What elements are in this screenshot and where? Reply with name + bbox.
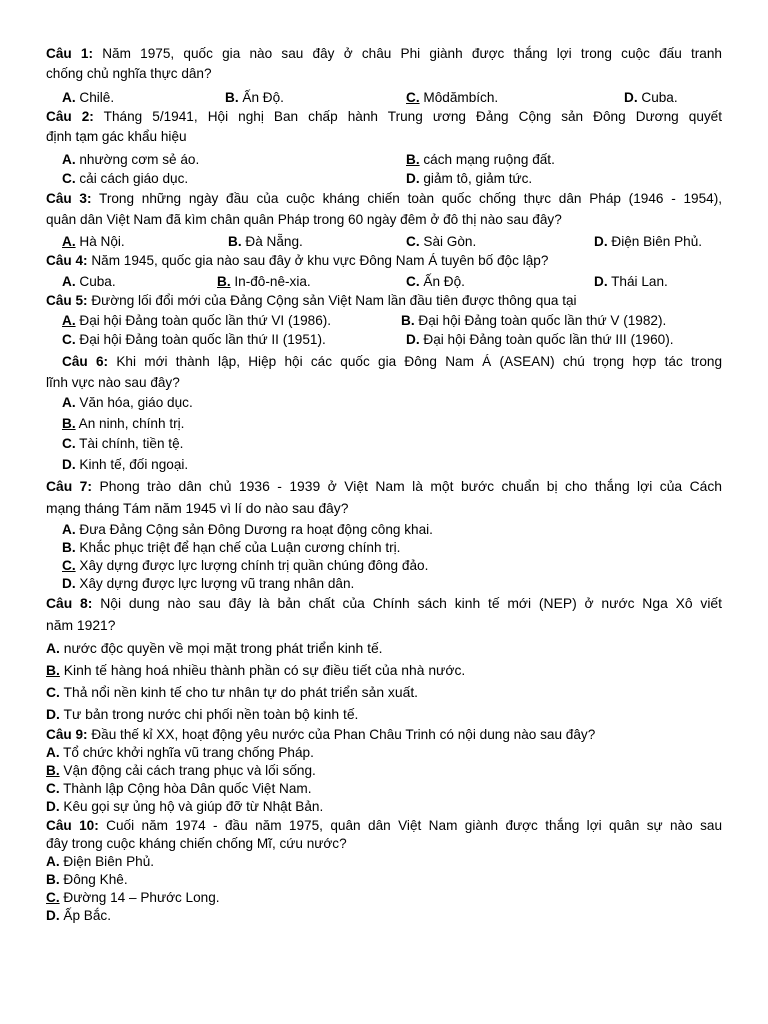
q9-option-a (46, 744, 314, 762)
option-letter-answer: B. (217, 274, 231, 289)
q10-option-a (46, 853, 154, 871)
option-text: Đông Khê. (63, 872, 128, 887)
option-letter-answer: C. (46, 890, 60, 905)
option-letter: A. (62, 152, 76, 167)
q3-option-a (62, 233, 125, 251)
q7-option-b (62, 539, 400, 557)
question-1-line-2: chống chủ nghĩa thực dân? (46, 66, 212, 81)
q1-option-d (624, 89, 678, 107)
option-letter-answer: A. (62, 234, 76, 249)
option-text: Đại hội Đảng toàn quốc lần thứ II (1951). (79, 332, 326, 347)
option-letter: D. (46, 706, 60, 722)
option-letter: D. (594, 274, 608, 289)
question-label: Câu 4: (46, 253, 88, 268)
option-letter: B. (62, 540, 76, 555)
option-letter: C. (46, 684, 60, 700)
question-5-line-1 (46, 292, 577, 310)
option-letter: D. (406, 171, 420, 186)
q10-option-d (46, 907, 111, 925)
question-label: Câu 2: (46, 109, 94, 124)
option-text: Thái Lan. (611, 274, 668, 289)
q5-option-b (401, 312, 666, 330)
question-6-line-1 (62, 353, 722, 371)
option-text: Thành lập Cộng hòa Dân quốc Việt Nam. (63, 781, 312, 796)
option-text: Kêu gọi sự ủng hộ và giúp đỡ từ Nhật Bản. (63, 799, 324, 814)
q4-option-a (62, 273, 116, 291)
question-2-line-1 (46, 108, 722, 126)
option-letter: B. (46, 872, 60, 887)
q8-option-d (46, 705, 358, 723)
option-text: Đà Nẵng. (245, 234, 303, 249)
q1-option-a (62, 89, 114, 107)
option-text: Đại hội Đảng toàn quốc lần thứ III (1960). (423, 332, 674, 347)
question-label: Câu 9: (46, 727, 88, 742)
option-letter: A. (62, 274, 76, 289)
question-label: Câu 5: (46, 293, 88, 308)
option-text: Xây dựng được lực lượng vũ trang nhân dân. (79, 576, 355, 591)
q5-option-a (62, 312, 331, 330)
option-letter-answer: B. (62, 416, 76, 431)
q3-option-d (594, 233, 702, 251)
q1-option-b (225, 89, 284, 107)
question-8-line-2: năm 1921? (46, 617, 116, 633)
question-text: Trong những ngày đầu của cuộc kháng chiến toàn quốc chống thực dân Pháp (1946 - 1954), (99, 191, 723, 206)
option-text: Ấp Bắc. (63, 908, 111, 923)
option-text: nhường cơm sẻ áo. (79, 152, 200, 167)
q9-option-b (46, 762, 316, 780)
option-text: An ninh, chính trị. (78, 416, 185, 431)
option-letter-answer: B. (406, 152, 420, 167)
option-text: Văn hóa, giáo dục. (79, 395, 193, 410)
q1-option-c (406, 89, 498, 107)
option-text: cải cách giáo dục. (79, 171, 189, 186)
q6-option-c (62, 435, 183, 453)
option-text: Đại hội Đảng toàn quốc lần thứ VI (1986). (79, 313, 332, 328)
q6-option-d (62, 456, 188, 474)
q2-option-c (62, 170, 188, 188)
q8-option-c (46, 683, 418, 701)
question-text: Khi mới thành lập, Hiệp hội các quốc gia Đông Nam Á (ASEAN) chú trọng hợp tác trong (116, 354, 723, 369)
option-text: Xây dựng được lực lượng chính trị quần chúng đông đảo. (79, 558, 429, 573)
option-text: Điện Biên Phủ. (63, 854, 155, 869)
option-text: nước độc quyền về mọi mặt trong phát triển kinh tế. (63, 640, 383, 656)
q7-option-d (62, 575, 354, 593)
question-label: Câu 3: (46, 191, 92, 206)
question-text: Đường lối đổi mới của Đảng Cộng sản Việt Nam lần đầu tiên được thông qua tại (91, 293, 577, 308)
q6-option-b (62, 415, 184, 433)
option-text: In-đô-nê-xia. (234, 274, 311, 289)
option-text: giảm tô, giảm tức. (423, 171, 533, 186)
question-text: Tháng 5/1941, Hội nghị Ban chấp hành Trung ương Đảng Cộng sản Đông Dương quyết (103, 109, 723, 124)
q4-option-c (406, 273, 465, 291)
option-letter: A. (46, 640, 60, 656)
option-letter: D. (406, 332, 420, 347)
question-label: Câu 7: (46, 478, 93, 494)
option-letter-answer: A. (62, 313, 76, 328)
question-text: Phong trào dân chủ 1936 - 1939 ở Việt Nam là một bước chuẩn bị cho thắng lợi của Cách (99, 478, 723, 494)
question-10-line-2: đây trong cuộc kháng chiến chống Mĩ, cứu nước? (46, 836, 347, 851)
option-letter: C. (62, 171, 76, 186)
option-letter: B. (401, 313, 415, 328)
question-text: Năm 1945, quốc gia nào sau đây ở khu vực Đông Nam Á tuyên bố độc lập? (91, 253, 549, 268)
option-text: Ấn Độ. (423, 274, 465, 289)
question-2-line-2: định tạm gác khẩu hiệu (46, 129, 187, 144)
question-3-line-1 (46, 190, 722, 208)
question-1-line-1 (46, 45, 722, 63)
q10-option-b (46, 871, 128, 889)
option-text: Đại hội Đảng toàn quốc lần thứ V (1982). (418, 313, 667, 328)
option-text: Cuba. (641, 90, 678, 105)
q3-option-b (228, 233, 303, 251)
q8-option-a (46, 639, 383, 657)
q5-option-c (62, 331, 326, 349)
option-letter: C. (46, 781, 60, 796)
option-letter: D. (46, 799, 60, 814)
question-label: Câu 6: (62, 354, 109, 369)
option-text: Môdămbích. (423, 90, 499, 105)
option-text: Kinh tế hàng hoá nhiều thành phần có sự điều tiết của nhà nước. (63, 662, 466, 678)
q4-option-b (217, 273, 311, 291)
question-text: Nội dung nào sau đây là bản chất của Chính sách kinh tế mới (NEP) ở nước Nga Xô viết (100, 595, 722, 611)
option-text: cách mạng ruộng đất. (423, 152, 555, 167)
q2-option-a (62, 151, 199, 169)
option-letter: B. (228, 234, 242, 249)
option-text: Kinh tế, đối ngoại. (79, 457, 189, 472)
option-letter: C. (406, 274, 420, 289)
q4-option-d (594, 273, 668, 291)
question-label: Câu 1: (46, 46, 93, 61)
option-letter: A. (46, 745, 60, 760)
question-label: Câu 10: (46, 818, 99, 833)
q5-option-d (406, 331, 674, 349)
q7-option-c (62, 557, 428, 575)
option-letter: B. (225, 90, 239, 105)
option-letter: A. (62, 90, 76, 105)
option-letter: A. (62, 395, 76, 410)
option-text: Hà Nội. (79, 234, 125, 249)
question-3-line-2: quân dân Việt Nam đã kìm chân quân Pháp trong 60 ngày đêm ở đô thị nào sau đây? (46, 212, 562, 227)
question-10-line-1 (46, 817, 722, 835)
question-text: Cuối năm 1974 - đầu năm 1975, quân dân Việt Nam giành được thắng lợi quân sự nào sau (106, 818, 723, 833)
option-letter: D. (62, 576, 76, 591)
option-letter: D. (62, 457, 76, 472)
question-8-line-1 (46, 594, 722, 612)
q9-option-c (46, 780, 312, 798)
question-text: Năm 1975, quốc gia nào sau đây ở châu Phi giành được thắng lợi trong cuộc đấu tranh (102, 46, 722, 61)
option-text: Tổ chức khởi nghĩa vũ trang chống Pháp. (63, 745, 314, 760)
q10-option-c (46, 889, 220, 907)
q2-option-d (406, 170, 532, 188)
option-text: Thả nổi nền kinh tế cho tư nhân tự do phát triển sản xuất. (63, 684, 419, 700)
option-letter: C. (62, 436, 76, 451)
option-text: Ấn Độ. (242, 90, 284, 105)
option-text: Đưa Đảng Cộng sản Đông Dương ra hoạt động công khai. (79, 522, 433, 537)
option-letter: C. (62, 332, 76, 347)
option-text: Tài chính, tiền tệ. (79, 436, 184, 451)
option-letter: D. (46, 908, 60, 923)
option-letter: A. (46, 854, 60, 869)
option-letter: D. (624, 90, 638, 105)
option-letter-answer: C. (62, 558, 76, 573)
option-letter-answer: C. (406, 90, 420, 105)
option-text: Vận động cải cách trang phục và lối sống. (63, 763, 316, 778)
q2-option-b (406, 151, 555, 169)
question-6-line-2: lĩnh vực nào sau đây? (46, 375, 180, 390)
q7-option-a (62, 521, 433, 539)
option-text: Chilê. (79, 90, 115, 105)
question-7-line-1 (46, 477, 722, 495)
option-text: Đường 14 – Phước Long. (63, 890, 220, 905)
question-7-line-2: mạng tháng Tám năm 1945 vì lí do nào sau đây? (46, 500, 349, 516)
option-text: Khắc phục triệt để hạn chế của Luận cương chính trị. (79, 540, 401, 555)
q9-option-d (46, 798, 323, 816)
option-text: Cuba. (79, 274, 116, 289)
question-4-line-1 (46, 252, 548, 270)
q3-option-c (406, 233, 476, 251)
option-text: Sài Gòn. (423, 234, 477, 249)
option-text: Điện Biên Phủ. (611, 234, 703, 249)
question-9-line-1 (46, 726, 595, 744)
option-text: Tư bản trong nước chi phối nền toàn bộ kinh tế. (63, 706, 359, 722)
option-letter: D. (594, 234, 608, 249)
option-letter-answer: B. (46, 763, 60, 778)
question-label: Câu 8: (46, 595, 93, 611)
option-letter: C. (406, 234, 420, 249)
q6-option-a (62, 394, 193, 412)
option-letter: A. (62, 522, 76, 537)
option-letter-answer: B. (46, 662, 60, 678)
q8-option-b (46, 661, 465, 679)
question-text: Đầu thế kỉ XX, hoạt động yêu nước của Phan Châu Trinh có nội dung nào sau đây? (91, 727, 596, 742)
